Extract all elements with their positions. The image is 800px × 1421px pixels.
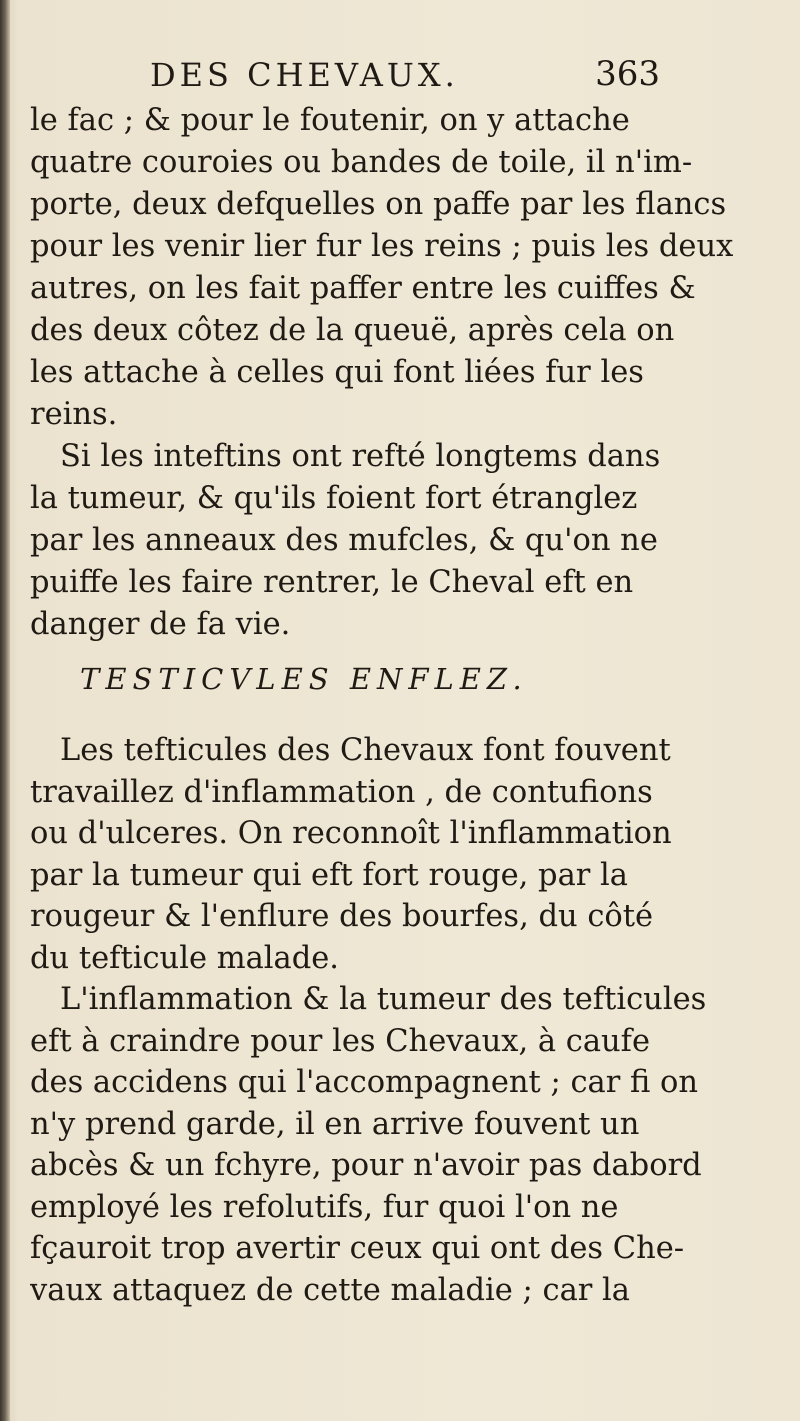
text-line: eft à craindre pour les Chevaux, à caufe — [30, 1023, 651, 1059]
page-header — [150, 50, 660, 100]
text-line: porte, deux defquelles on paffe par les flancs — [30, 187, 727, 222]
text-line: des accidens qui l'accompagnent ; car fi on — [30, 1065, 699, 1100]
text-line: la tumeur, & qu'ils foient fort étranglez — [30, 481, 638, 516]
text-line: travaillez d'inflammation , de contufions — [30, 774, 653, 810]
section-title: TESTICVLES ENFLEZ. — [80, 662, 528, 696]
text-line: du tefticule malade. — [30, 940, 340, 976]
text-line: fçauroit trop avertir ceux qui ont des Che- — [30, 1231, 685, 1266]
text-line: les attache à celles qui font liées fur les — [30, 355, 644, 390]
text-line: quatre couroies ou bandes de toile, il n'im- — [30, 145, 693, 180]
text-line: danger de fa vie. — [30, 607, 291, 642]
text-line: par la tumeur qui eft fort rouge, par la — [30, 857, 628, 893]
page-number: 363 — [595, 54, 660, 94]
text-line: employé les refolutifs, fur quoi l'on ne — [30, 1189, 619, 1225]
text-line: Si les inteftins ont refté longtems dans — [60, 439, 661, 474]
text-block-bottom — [30, 730, 775, 1311]
text-block-top — [30, 100, 775, 646]
text-line: abcès & un fchyre, pour n'avoir pas dabord — [30, 1148, 702, 1183]
text-line: ou d'ulceres. On reconnoît l'inflammation — [30, 816, 672, 851]
text-line: Les tefticules des Chevaux font fouvent — [60, 733, 671, 768]
text-line: L'inflammation & la tumeur des tefticules — [60, 982, 707, 1017]
text-line: vaux attaquez de cette maladie ; car la — [30, 1272, 630, 1308]
text-line: pour les venir lier fur les reins ; puis les deux — [30, 229, 734, 264]
text-line: autres, on les fait paffer entre les cuiffes & — [30, 271, 696, 306]
text-line: des deux côtez de la queuë, après cela on — [30, 313, 675, 348]
text-line: reins. — [30, 397, 118, 432]
text-line: puiffe les faire rentrer, le Cheval eft en — [30, 565, 634, 600]
book-binding-edge — [0, 0, 10, 1421]
running-head: DES CHEVAUX. — [150, 56, 459, 94]
text-line: n'y prend garde, il en arrive fouvent un — [30, 1106, 640, 1142]
text-line: rougeur & l'enflure des bourfes, du côté — [30, 899, 654, 934]
text-line: le fac ; & pour le foutenir, on y attache — [30, 103, 630, 138]
text-line: par les anneaux des mufcles, & qu'on ne — [30, 523, 658, 558]
